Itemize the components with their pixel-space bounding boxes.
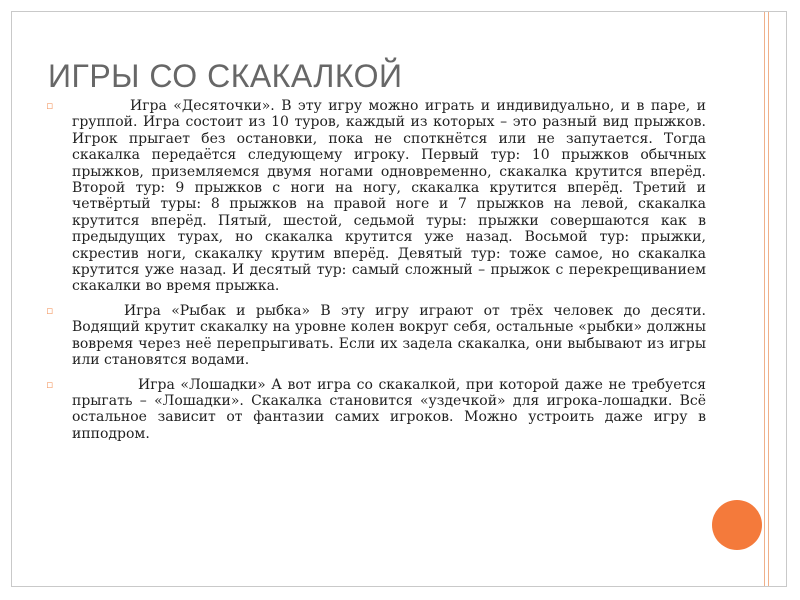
paragraph-loshadki [46,377,706,443]
bullet-icon: ▫ [46,303,54,317]
decor-line [764,12,765,586]
paragraph-rybak [46,303,706,369]
slide [11,11,787,587]
decor-line [768,12,769,586]
bullet-icon: ▫ [46,99,54,112]
accent-circle [712,500,762,550]
paragraph-text: Игра «Лошадки» А вот игра со скакалкой, при которой даже не требуется прыгать – «Лошадки». Скакалка становится «уздечкой» для игрока-лошадки. Всё остальное зависит от фантазии самих игроков. Можно устроить даже игру в ипподром. [72,376,706,442]
bullet-icon: ▫ [46,377,54,391]
slide-content [46,98,706,450]
slide-title: ИГРЫ СО СКАКАЛКОЙ [48,58,403,94]
paragraph-text: Игра «Десяточки». В эту игру можно играть и индивидуально, и в паре, и группой. Игра состоит из 10 туров, каждый из которых – это разный вид прыжков. Игрок прыгает без остановки, пока не споткнётся или не запутается. Тогда скакалка передаётся следующему игроку. Первый тур: 10 прыжков обычных прыжков, приземляемся двумя ногами одновременно, скакалка крутится вперёд. Второй тур: 9 прыжков с ноги на ногу, скакалка крутится вперёд. Третий и четвёртый туры: 8 прыжков на правой ноге и 7 прыжков на левой, скакалка крутится вперёд. Пятый, шестой, седьмой туры: прыжки совершаются как в предыдущих турах, но скакалка крутится уже назад. Восьмой тур: прыжки, скрестив ноги, скакалку крутим вперёд. Девятый тур: тоже самое, но скакалка крутится уже назад. И десятый тур: самый сложный – прыжок с перекрещиванием скакалки во время прыжка. [72,98,706,295]
paragraph-desyatochki [46,98,706,295]
paragraph-text: Игра «Рыбак и рыбка» В эту игру играют от трёх человек до десяти. Водящий крутит скакалку на уровне колен вокруг себя, остальные «рыбки» должны вовремя через неё перепрыгивать. Если их задела скакалка, они выбывают из игры или становятся водами. [72,302,706,369]
